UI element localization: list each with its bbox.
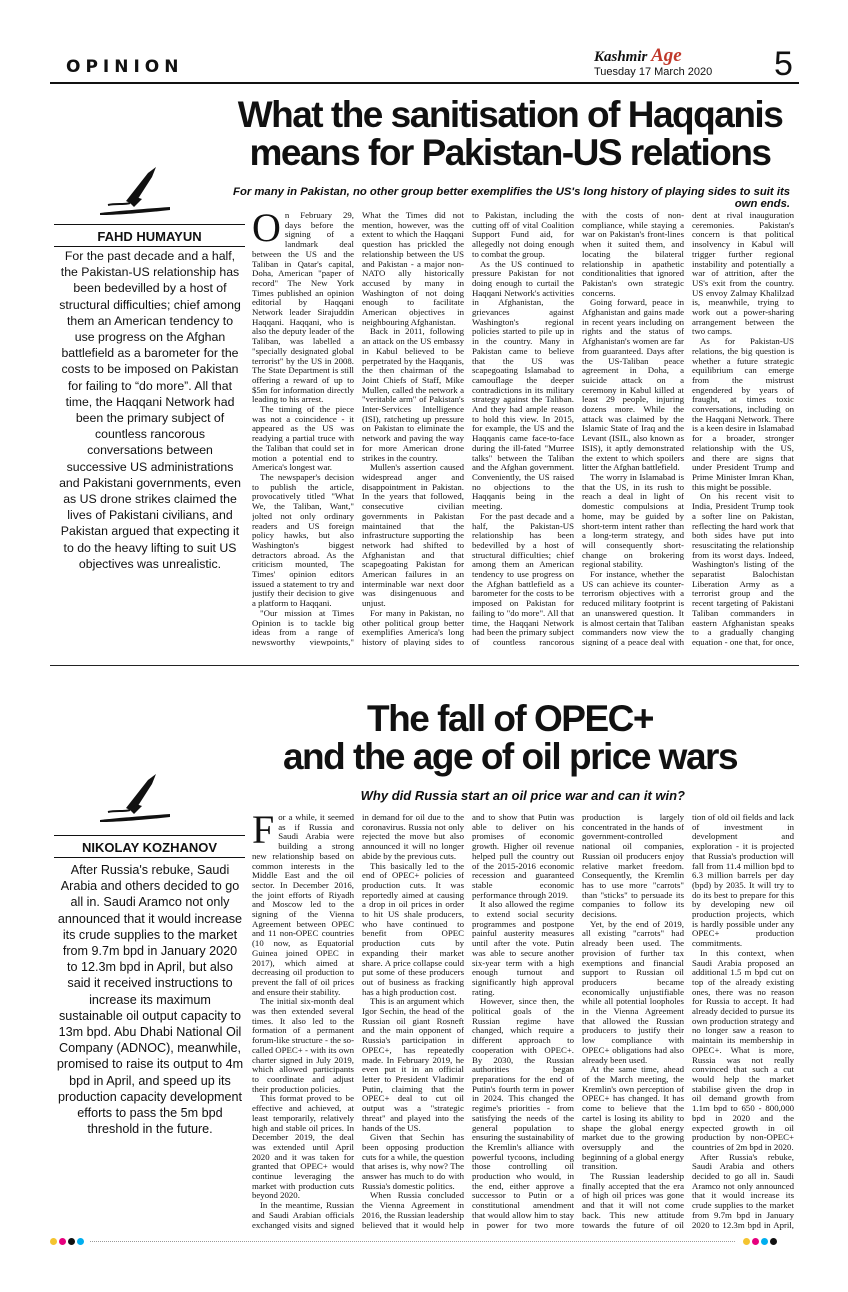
article1-headline: What the sanitisation of Haqqanis means for Pakistan-US relations [237, 94, 783, 173]
article1-column-2: What the Times did not mention, however, was the extent to which the Haqqani question has prickled the relationship between the US and Pakistan - a major non-NATO ally historically accused by many in Washington of not doing enough to facilitate American objectives in neighbouring Afghanistan. Back in 2011, following an attack on the US embassy in Kabul believed to be perpetrated by the Haqqanis, the then chairman of the Joint Chiefs of Staff, Mike Mullen, called the network a "veritable arm" of Pakistan's Inter-Services Intelligence (ISI), ratcheting up pressure on Pakistan to eliminate the network and paving the way for more American drone strikes in the country. Mullen's assertion caused widespread anger and disappointment in Pakistan. In the years that followed, consecutive civilian governments in Pakistan maintained that the infrastructure supporting the network had shifted to Afghanistan and that scapegoating Pakistan for American failures in an interminable war next door was disingenuous and unjust. For many in Pakistan, no other political group better exemplifies America's long history of playing sides to [362, 211, 464, 646]
article1-column-4: with the costs of non-compliance, while staying a war on Pakistan's front-lines when it suited them, and locating the bilateral relationship in apathetic conditionalities that ignored Pakistan's own strategic concerns. Going forward, peace in Afghanistan and gains made in recent years including on rights and the status of Afghanistan's women are far from guaranteed. Days after the US-Taliban peace agreement in Doha, a suicide attack on a ceremony in Kabul killed at least 29 people, injuring dozens more. While the attack was claimed by the Islamic State of Iraq and the Levant (ISIL, also known as ISIS), it aptly demonstrated the extent to which spoilers litter the Afghan battlefield. The worry in Islamabad is that the US, in its rush to reach a deal in light of domestic compulsions at home, may be guided by short-term intent rather than a long-term strategy, and will consequently short-change on brokering regional stability. For instance, whether the US can achieve its counter-terrorism objectives with a reduced military footprint is an unanswered question. It is almost certain that Taliban commanders now view the signing of a peace deal with [582, 211, 684, 646]
article2-column-2: in demand for oil due to the coronavirus. Russia not only rejected the move but also announced it will no longer abide by the previous cuts. This basically led to the end of OPEC+ policies of production cuts. It was reportedly aimed at causing a drop in oil prices in order to hit US shale producers, who have continued to benefit from OPEC production cuts by expanding their market share. A price collapse could put some of these producers out of business as fracking has a high production cost. This is an argument which Igor Sechin, the head of the Russian oil giant Rosneft and the main opponent of Russia's participation in OPEC+, has repeatedly made. In February 2019, he even put it in an official letter to President Vladimir Putin, claiming that the OPEC+ deal to cut oil output was a "strategic threat" and played into the hands of the US. Given that Sechin has been opposing production cuts for a while, the question that arises is, why now? The answer has much to do with Russia's domestic politics. When Russia concluded the Vienna Agreement in 2016, the Russian leadership believed that it would help [362, 813, 464, 1230]
registration-dot [68, 1238, 75, 1245]
dropcap: F [252, 813, 275, 852]
author-divider [54, 857, 245, 858]
registration-line [90, 1241, 735, 1242]
article1-author: FAHD HUMAYUN [97, 229, 202, 244]
issue-date: Tuesday 17 March 2020 [594, 66, 713, 78]
article1-standfirst: For many in Pakistan, no other group better exemplifies the US's long history of playing sides to suit its own ends. [233, 186, 790, 210]
article1-column-5: dent at rival inauguration ceremonies. Pakistan's concern is that political insolvency in Kabul will trigger further regional instability and potentially a war of attrition, after the US's exit from the country. US envoy Zalmay Khalilzad is, meanwhile, trying to work out a power-sharing arrangement between the two camps. As for Pakistan-US relations, the big question is whether a future strategic equilibrium can emerge from the mistrust engendered by years of fraught, at times toxic conversations, including on the Haqqani Network. There is a keen desire in Islamabad for a broader, stronger relationship with the US, and there are signs that under President Trump and Prime Minister Imran Khan, this might be possible. On his recent visit to India, President Trump took a softer line on Pakistan, reflecting the hard work that both sides have put into resuscitating the relationship from its worst days. Indeed, Washington's listing of the separatist Balochistan Liberation Army as a terrorist group and the recent targeting of Pakistani Taliban commanders in eastern Afghanistan speaks to a gradually changing equation - one that, for once, [692, 211, 794, 646]
masthead [594, 45, 713, 78]
author-divider [54, 835, 245, 836]
article2-column-4: production is largely concentrated in the hands of government-controlled national oil companies, Russian oil producers enjoy relative market freedom. Consequently, the Kremlin has to use more "carrots" than "sticks" to persuade its companies to follow its decisions. Yet, by the end of 2019, all existing "carrots" had already been used. The provision of further tax exemptions and financial support to Russian oil producers became economically unjustifiable while all potential loopholes in the Vienna Agreement that allowed the Russian producers to justify their low compliance with OPEC+ obligations had also already been used. At the same time, ahead of the March meeting, the Kremlin's own perception of OPEC+ has changed. It has come to believe that the cartel is losing its ability to shape the global energy market due to the growing oversupply and the beginning of a global energy transition. The Russian leadership finally accepted that the era of high oil prices was gone and that it will not come back. This new attitude towards the future of oil [582, 813, 684, 1230]
article1-column-3: to Pakistan, including the cutting off of vital Coalition Support Fund aid, for allegedly not doing enough to combat the group. As the US continued to pressure Pakistan for not doing enough to curtail the Haqqani Network's activities in Afghanistan, the grievances against Washington's regional policies started to pile up in in the country. Many in Pakistan came to believe that the US was scapegoating Islamabad to camouflage the deeper contradictions in its military strategy against the Taliban. And they had ample reason to hold this view. In 2015, for example, the US and the Haqqanis came face-to-face during the ill-fated "Murree talks" between the Taliban and the Afghan government. Conveniently, the US raised no objections to the Haqqanis being in the meeting. For the past decade and a half, the Pakistan-US relationship has been bedevilled by a host of structural difficulties; chief among them an American tendency to use progress on the Afghan battlefield as a barometer for the costs to be imposed on Pakistan for failing to "do more". All that time, the Haqqani Network had been the primary subject of countless rancorous [472, 211, 574, 646]
pen-nib-icon [90, 762, 180, 832]
article-divider [50, 665, 799, 666]
article2-pullquote: After Russia's rebuke, Saudi Arabia and others decided to go all in. Saudi Aramco not only announced that it would increase its crude supplies to the market from 9.7m bpd in January 2020 to 12.3m bpd in April, but also said it received instructions to increase its maximum sustainable oil output capacity to 13m bpd. Abu Dhabi National Oil Company (ADNOC), meanwhile, promised to raise its output to 4m bpd in April, and speed up its production capacity development efforts to pass the 5m bpd threshold in the future. [56, 863, 244, 1137]
registration-dot [743, 1238, 750, 1245]
registration-dot [50, 1238, 57, 1245]
article2-column-1: For a while, it seemed as if Russia and Saudi Arabia were building a strong new relationship based on common interests in the Middle East and the oil sector. In December 2016, the joint efforts of Riyadh and Moscow led to the signing of the Vienna Agreement between OPEC and 11 non-OPEC countries (10 now, as Equatorial Guinea joined OPEC in 2017), which aimed at decreasing oil production to prevent the fall of oil prices and ensure their stability. The initial six-month deal was then extended several times. It also led to the formation of a permanent forum-like structure - the so-called OPEC+ - with its own charter signed in July 2019, which allowed participants to coordinate and adjust their production policies. This format proved to be effective and achieved, at least temporarily, relatively high and stable oil prices. In December 2019, the deal was extended until April 2020 and it was taken for granted that OPEC+ would continue leveraging the market with production cuts beyond 2020. In the meantime, Russian and Saudi Arabian officials exchanged visits and signed [252, 813, 354, 1230]
registration-dot [761, 1238, 768, 1245]
article1-pullquote: For the past decade and a half, the Pakistan-US relationship has been bedevilled by a host of structural difficulties; chief among them an American tendency to use progress on the Afghan battlefield as a barometer for the costs to be imposed on Pakistan for failing to “do more”. All that time, the Haqqani Network had been the primary subject of countless rancorous conversations between successive US administrations and Pakistani governments, even as US drone strikes claimed the lives of Pakistani civilians, and Pakistan argued that expecting it to do the heavy lifting to suit US objectives was unrealistic. [59, 249, 241, 571]
article2-headline: The fall of OPEC+ and the age of oil price wars [282, 698, 738, 777]
article2-column-3: and to show that Putin was able to deliver on his promises of economic growth. Higher oil revenue helped pull the country out of the 2015-2016 economic recession and guaranteed stable economic performance through 2019. It also allowed the regime to extend social security programmes and postpone painful austerity measures until after the vote. Putin was able to secure another six-year term with a high enough turnout and significantly high approval rating. However, since then, the political goals of the Russian regime have changed, which require a different approach to cooperation with OPEC+. By 2030, the Russian authorities began preparations for the end of Putin's fourth term in power in 2024. This changed the regime's priorities - from satisfying the needs of the general population to ensuring the sustainability of the Kremlin's alliance with powerful tycoons, including those controlling oil production who would, in the end, either approve a successor to Putin or a constitutional amendment that would allow him to stay in power for two more [472, 813, 574, 1230]
article2-column-5: tion of old oil fields and lack of investment in development and exploration - it is projected that Russia's production will fall from 11.4 million bpd to 6.3 million barrels per day (bpd) by 2035. It will try to do its best to prepare for this by developing new oil production projects, which is hardly possible under any OPEC+ production commitments. In this context, when Saudi Arabia proposed an additional 1.5 m bpd cut on top of the already existing ones, there was no reason for Russia to accept. It had already decided to pursue its own production strategy and no longer saw a reason to maintain its membership in OPEC+. What is more, Russia was not really convinced that such a cut would help the market stabilise given the drop in oil demand growth from 1.1m bpd to 650 - 800,000 bpd in 2020 and the expected growth in oil production by non-OPEC+ countries of 2m bpd in 2020. After Russia's rebuke, Saudi Arabia and others decided to go all in. Saudi Aramco not only announced that it would increase its crude supplies to the market from 9.7m bpd in January 2020 to 12.3m bpd in April, [692, 813, 794, 1230]
color-registration-bar [50, 1238, 799, 1246]
registration-dot [752, 1238, 759, 1245]
article2-author: NIKOLAY KOZHANOV [81, 840, 218, 855]
article1-column-1: On February 29, days before the signing of a landmark deal between the US and the Taliban in Qatar's capital, Doha, American "paper of record" The New York Times published an opinion editorial by Haqqani Network leader Sirajuddin Haqqani. Haqqani, who is also the deputy leader of the Taliban, was labelled a "specially designated global terrorist" by the US in 2008. The State Department is still offering a reward of up to $5m for information directly leading to his arrest. The timing of the piece was not a coincidence - it appeared as the US was readying a partial truce with the Taliban that could set in motion a potential end to America's longest war. The newspaper's decision to publish the article, provocatively titled "What We, the Taliban, Want," jolted not only ordinary readers and US foreign policy hawks, but also Washington's biggest detractors abroad. As the criticism mounted, The Times' opinion editors issued a statement to try and justify their decision to give a platform to Haqqani. "Our mission at Times Opinion is to tackle big ideas from a range of newsworthy viewpoints," [252, 211, 354, 646]
author-divider [54, 224, 245, 225]
registration-dot [770, 1238, 777, 1245]
masthead-logo: Kashmir Age [594, 45, 682, 66]
pen-nib-icon [90, 155, 180, 225]
article2-standfirst: Why did Russia start an oil price war and can it win? [360, 788, 685, 803]
registration-dot [59, 1238, 66, 1245]
section-label: OPINION [66, 57, 184, 77]
header-divider [50, 82, 799, 84]
dropcap: O [252, 211, 281, 250]
author-divider [54, 246, 245, 247]
page-number: 5 [774, 45, 793, 83]
registration-dot [77, 1238, 84, 1245]
